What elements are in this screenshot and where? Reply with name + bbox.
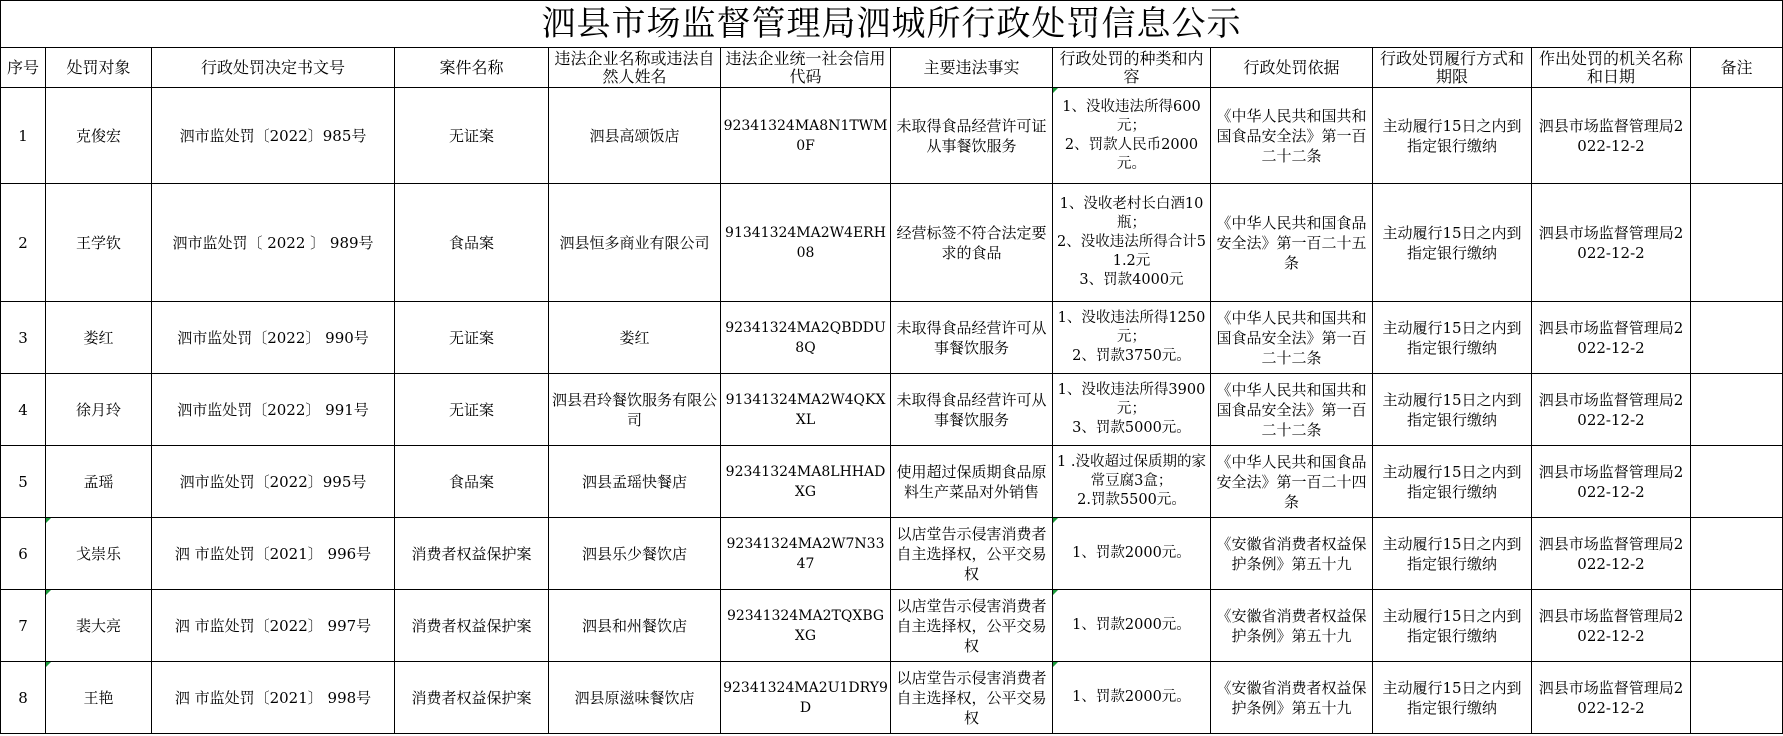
cell-enterprise: 泗县孟瑶快餐店: [549, 446, 721, 518]
cell-facts: 未取得食品经营许可证从事餐饮服务: [891, 88, 1053, 184]
cell-case-name: 无证案: [395, 374, 549, 446]
cell-basis: 《中华人民共和国共和国食品安全法》第一百二十二条: [1211, 88, 1373, 184]
cell-enterprise: 泗县高颂饭店: [549, 88, 721, 184]
cell-remark: [1691, 518, 1783, 590]
table-row: [1, 302, 1783, 374]
cell-facts: 经营标签不符合法定要求的食品: [891, 184, 1053, 302]
cell-enterprise: 泗县和州餐饮店: [549, 590, 721, 662]
cell-agency: 泗县市场监督管理局2022-12-2: [1532, 518, 1691, 590]
cell-facts: 以店堂告示侵害消费者自主选择权，公平交易权: [891, 590, 1053, 662]
cell-agency: 泗县市场监督管理局2022-12-2: [1532, 590, 1691, 662]
cell-performance: 主动履行15日之内到指定银行缴纳: [1373, 662, 1532, 734]
cell-enterprise: 泗县君玲餐饮服务有限公司: [549, 374, 721, 446]
cell-seq: 6: [1, 518, 46, 590]
cell-seq: 4: [1, 374, 46, 446]
header-remark: 备注: [1691, 48, 1783, 88]
cell-seq: 8: [1, 662, 46, 734]
cell-credit-code: 92341324MA2TQXBGXG: [721, 590, 891, 662]
cell-remark: [1691, 88, 1783, 184]
cell-basis: 《安徽省消费者权益保护条例》第五十九: [1211, 518, 1373, 590]
cell-performance: 主动履行15日之内到指定银行缴纳: [1373, 374, 1532, 446]
cell-enterprise: 娄红: [549, 302, 721, 374]
cell-credit-code: 91341324MA2W4ERH08: [721, 184, 891, 302]
cell-remark: [1691, 302, 1783, 374]
cell-basis: 《中华人民共和国共和国食品安全法》第一百二十二条: [1211, 302, 1373, 374]
table-row: [1, 374, 1783, 446]
cell-case-name: 食品案: [395, 184, 549, 302]
table-row: [1, 590, 1783, 662]
cell-case-name: 无证案: [395, 302, 549, 374]
header-credit-code: 违法企业统一社会信用代码: [721, 48, 891, 88]
header-doc-no: 行政处罚决定书文号: [152, 48, 395, 88]
cell-case-name: 食品案: [395, 446, 549, 518]
cell-target: 娄红: [46, 302, 152, 374]
cell-agency: 泗县市场监督管理局2022-12-2: [1532, 446, 1691, 518]
cell-kind: 1 .没收超过保质期的家常豆腐3盒； 2.罚款5500元。: [1053, 446, 1211, 518]
cell-seq: 1: [1, 88, 46, 184]
cell-kind: 1、没收违法所得600元； 2、罚款人民币2000元。: [1053, 88, 1211, 184]
cell-doc-no: 泗市监处罚〔2022〕985号: [152, 88, 395, 184]
header-basis: 行政处罚依据: [1211, 48, 1373, 88]
table-row: [1, 518, 1783, 590]
cell-basis: 《安徽省消费者权益保护条例》第五十九: [1211, 590, 1373, 662]
cell-agency: 泗县市场监督管理局2022-12-2: [1532, 88, 1691, 184]
cell-basis: 《安徽省消费者权益保护条例》第五十九: [1211, 662, 1373, 734]
cell-seq: 3: [1, 302, 46, 374]
cell-performance: 主动履行15日之内到指定银行缴纳: [1373, 302, 1532, 374]
cell-facts: 未取得食品经营许可从事餐饮服务: [891, 302, 1053, 374]
cell-case-name: 无证案: [395, 88, 549, 184]
header-kind: 行政处罚的种类和内容: [1053, 48, 1211, 88]
cell-basis: 《中华人民共和国共和国食品安全法》第一百二十二条: [1211, 374, 1373, 446]
cell-doc-no: 泗 市监处罚〔2021〕 998号: [152, 662, 395, 734]
cell-remark: [1691, 662, 1783, 734]
cell-credit-code: 92341324MA2QBDDU8Q: [721, 302, 891, 374]
cell-credit-code: 92341324MA2W7N3347: [721, 518, 891, 590]
cell-facts: 以店堂告示侵害消费者自主选择权，公平交易权: [891, 662, 1053, 734]
header-target: 处罚对象: [46, 48, 152, 88]
page-title: 泗县市场监督管理局泗城所行政处罚信息公示: [1, 1, 1783, 48]
cell-enterprise: 泗县恒多商业有限公司: [549, 184, 721, 302]
cell-credit-code: 92341324MA8N1TWM0F: [721, 88, 891, 184]
cell-target: 克俊宏: [46, 88, 152, 184]
cell-performance: 主动履行15日之内到指定银行缴纳: [1373, 518, 1532, 590]
cell-enterprise: 泗县乐少餐饮店: [549, 518, 721, 590]
cell-performance: 主动履行15日之内到指定银行缴纳: [1373, 88, 1532, 184]
header-enterprise: 违法企业名称或违法自然人姓名: [549, 48, 721, 88]
cell-doc-no: 泗 市监处罚〔2021〕 996号: [152, 518, 395, 590]
cell-seq: 5: [1, 446, 46, 518]
cell-agency: 泗县市场监督管理局2022-12-2: [1532, 662, 1691, 734]
header-performance: 行政处罚履行方式和期限: [1373, 48, 1532, 88]
cell-kind: 1、没收违法所得3900元； 3、罚款5000元。: [1053, 374, 1211, 446]
cell-agency: 泗县市场监督管理局2022-12-2: [1532, 302, 1691, 374]
table-row: [1, 446, 1783, 518]
cell-target: 徐月玲: [46, 374, 152, 446]
cell-credit-code: 92341324MA2U1DRY9D: [721, 662, 891, 734]
cell-doc-no: 泗市监处罚〔2022〕995号: [152, 446, 395, 518]
header-agency: 作出处罚的机关名称和日期: [1532, 48, 1691, 88]
header-case-name: 案件名称: [395, 48, 549, 88]
header-row: [1, 48, 1783, 88]
cell-kind: 1、没收违法所得1250元； 2、罚款3750元。: [1053, 302, 1211, 374]
cell-target: 戈崇乐: [46, 518, 152, 590]
cell-remark: [1691, 184, 1783, 302]
cell-target: 王学钦: [46, 184, 152, 302]
cell-kind: 1、罚款2000元。: [1053, 590, 1211, 662]
cell-credit-code: 91341324MA2W4QKXXL: [721, 374, 891, 446]
cell-seq: 2: [1, 184, 46, 302]
cell-facts: 以店堂告示侵害消费者自主选择权，公平交易权: [891, 518, 1053, 590]
cell-target: 孟瑶: [46, 446, 152, 518]
cell-basis: 《中华人民共和国食品安全法》第一百二十四条: [1211, 446, 1373, 518]
cell-remark: [1691, 446, 1783, 518]
cell-enterprise: 泗县原滋味餐饮店: [549, 662, 721, 734]
cell-case-name: 消费者权益保护案: [395, 590, 549, 662]
cell-case-name: 消费者权益保护案: [395, 662, 549, 734]
cell-agency: 泗县市场监督管理局2022-12-2: [1532, 374, 1691, 446]
cell-kind: 1、罚款2000元。: [1053, 662, 1211, 734]
cell-facts: 使用超过保质期食品原料生产菜品对外销售: [891, 446, 1053, 518]
cell-doc-no: 泗市监处罚〔 2022 〕 989号: [152, 184, 395, 302]
cell-performance: 主动履行15日之内到指定银行缴纳: [1373, 590, 1532, 662]
cell-case-name: 消费者权益保护案: [395, 518, 549, 590]
header-facts: 主要违法事实: [891, 48, 1053, 88]
table-row: [1, 662, 1783, 734]
cell-kind: 1、罚款2000元。: [1053, 518, 1211, 590]
table-row: [1, 184, 1783, 302]
cell-remark: [1691, 590, 1783, 662]
cell-target: 裴大亮: [46, 590, 152, 662]
cell-doc-no: 泗市监处罚〔2022〕 990号: [152, 302, 395, 374]
cell-target: 王艳: [46, 662, 152, 734]
cell-basis: 《中华人民共和国食品安全法》第一百二十五条: [1211, 184, 1373, 302]
cell-remark: [1691, 374, 1783, 446]
cell-doc-no: 泗 市监处罚〔2022〕 997号: [152, 590, 395, 662]
table-row: [1, 88, 1783, 184]
cell-seq: 7: [1, 590, 46, 662]
cell-agency: 泗县市场监督管理局2022-12-2: [1532, 184, 1691, 302]
cell-performance: 主动履行15日之内到指定银行缴纳: [1373, 184, 1532, 302]
cell-doc-no: 泗市监处罚〔2022〕 991号: [152, 374, 395, 446]
cell-credit-code: 92341324MA8LHHADXG: [721, 446, 891, 518]
cell-facts: 未取得食品经营许可从事餐饮服务: [891, 374, 1053, 446]
header-seq: 序号: [1, 48, 46, 88]
cell-performance: 主动履行15日之内到指定银行缴纳: [1373, 446, 1532, 518]
cell-kind: 1、没收老村长白酒10瓶； 2、没收违法所得合计51.2元 3、罚款4000元: [1053, 184, 1211, 302]
